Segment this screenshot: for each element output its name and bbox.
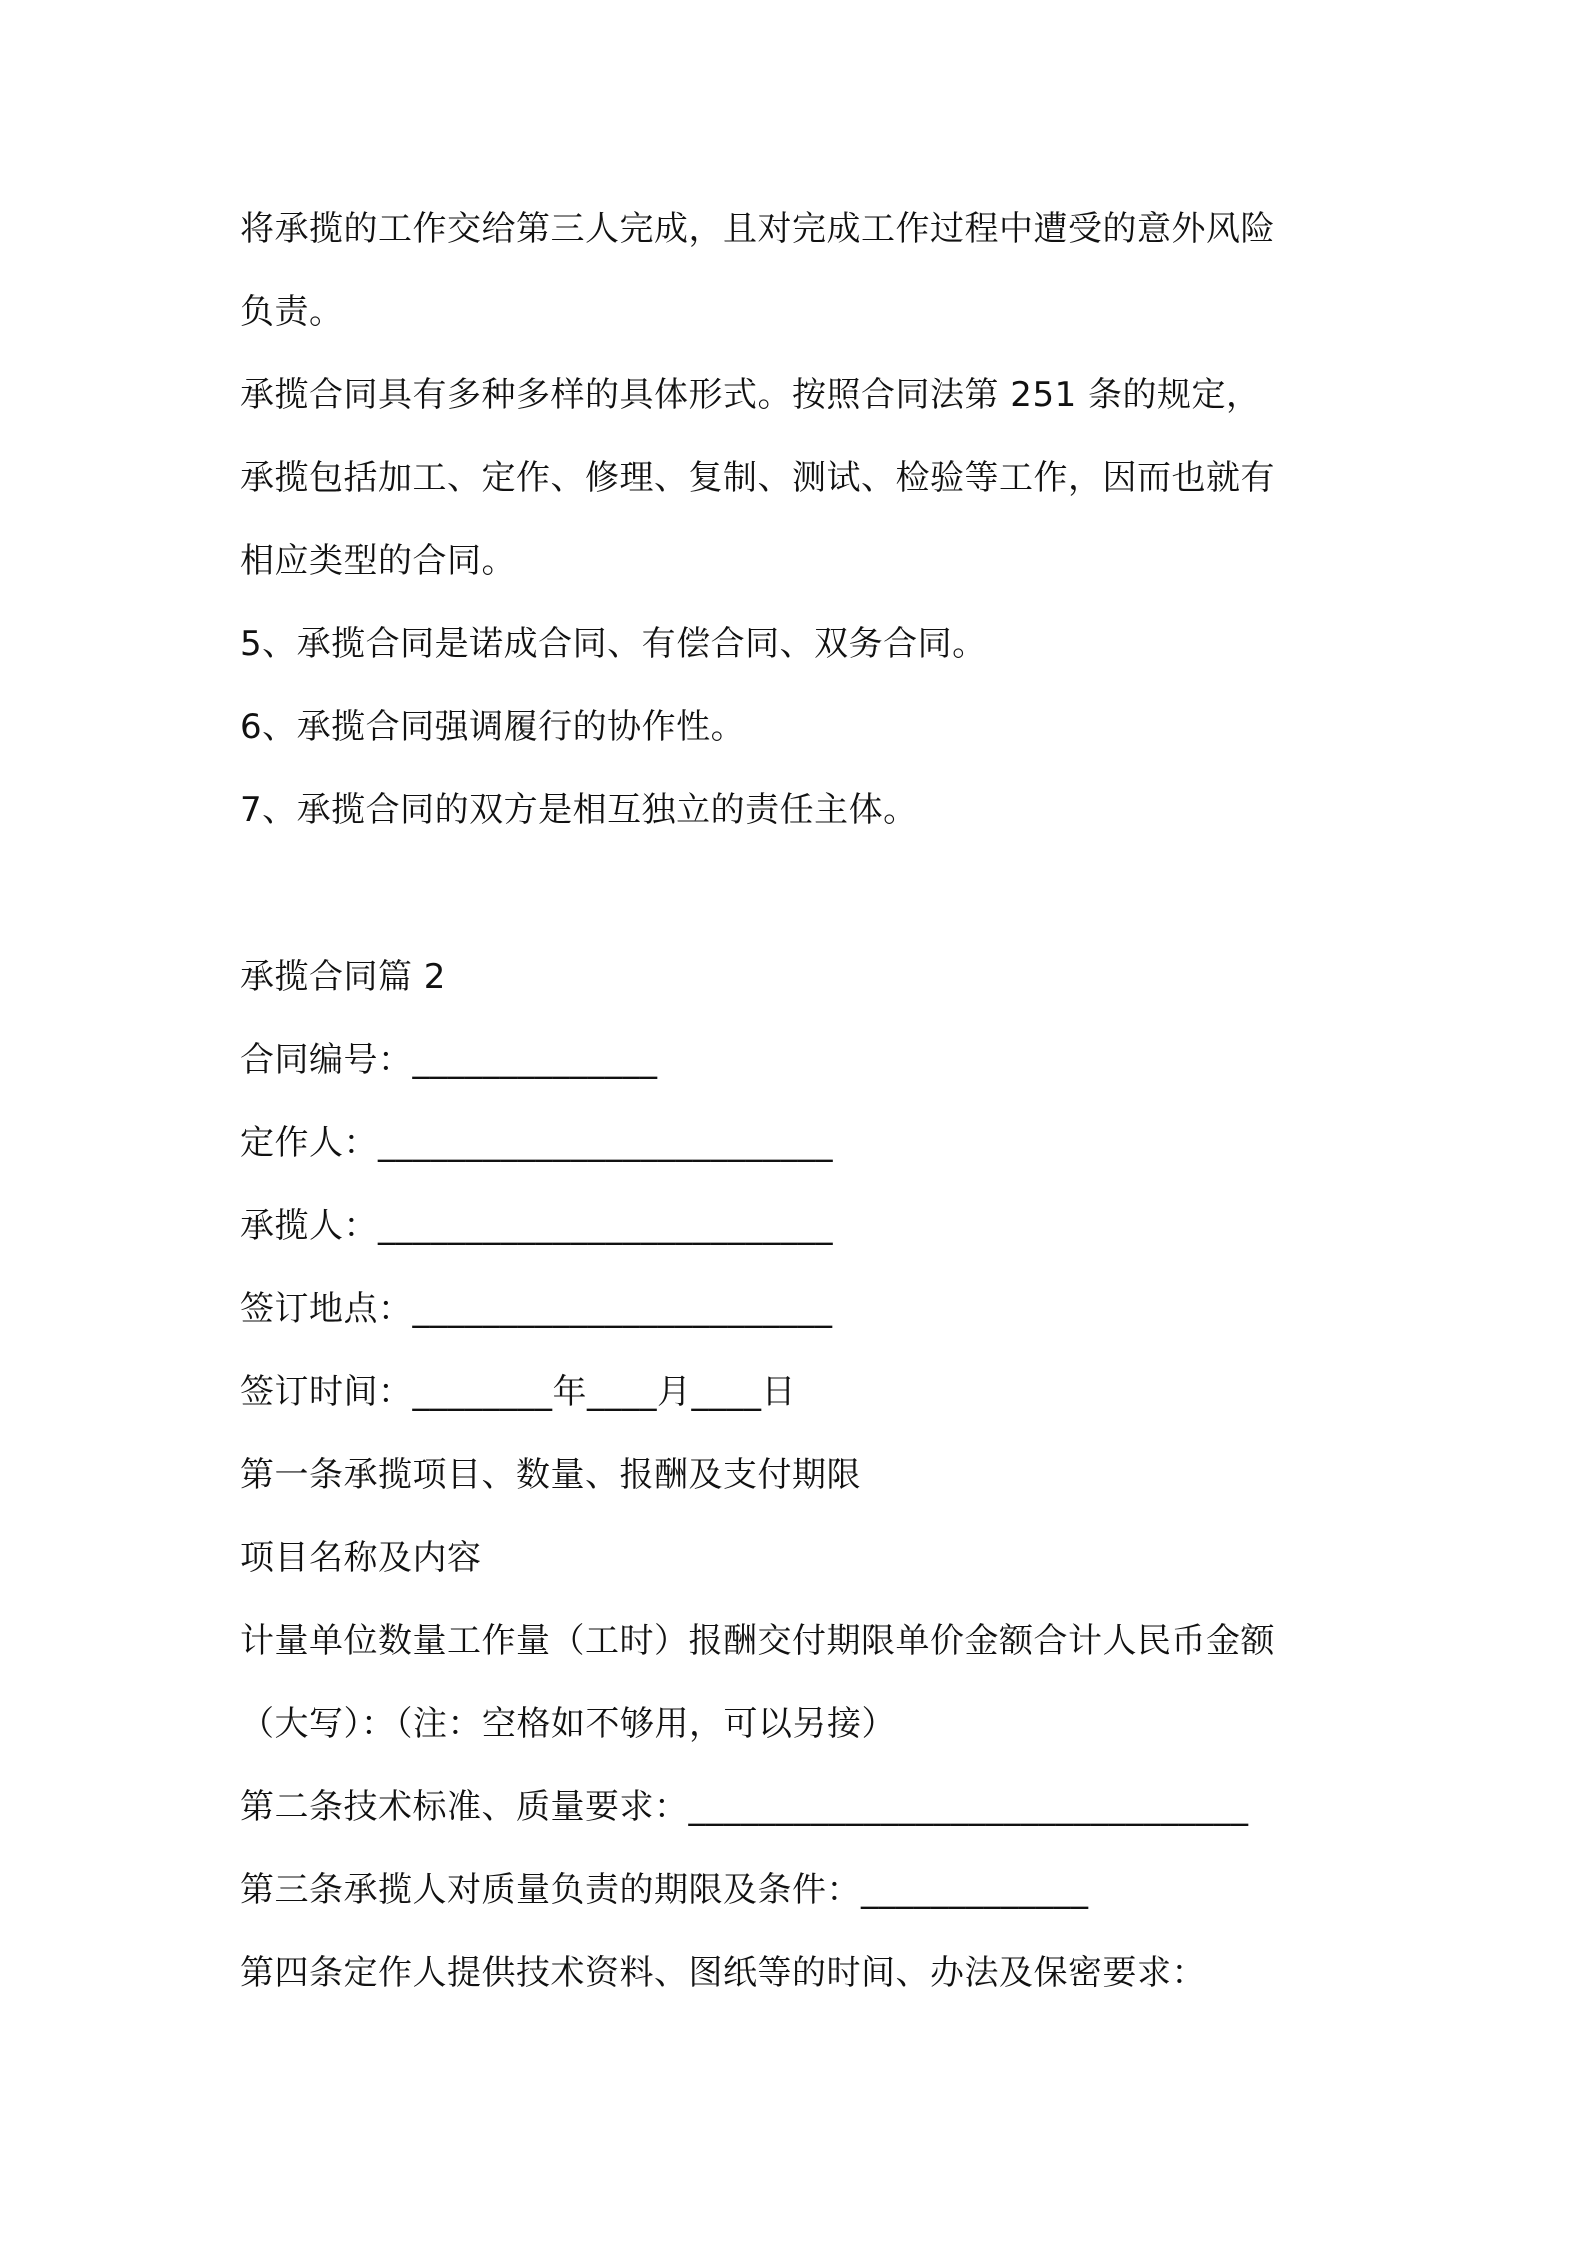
paragraph-line: （大写）：（注：空格如不够用，可以另接） [240, 1704, 896, 1744]
article-line: 第四条定作人提供技术资料、图纸等的时间、办法及保密要求： [240, 1953, 1206, 1993]
paragraph-line: 相应类型的合同。 [240, 541, 516, 581]
section-heading: 承揽合同篇 2 [240, 957, 446, 997]
paragraph-line: 承揽合同具有多种多样的具体形式。按照合同法第 251 条的规定， [240, 375, 1261, 415]
paragraph-line: 承揽包括加工、定作、修理、复制、测试、检验等工作，因而也就有 [240, 458, 1275, 498]
signing-date-field: 签订时间：________年____月____日 [240, 1372, 796, 1412]
orderer-field: 定作人：__________________________ [240, 1123, 833, 1163]
paragraph-line: 项目名称及内容 [240, 1538, 482, 1578]
list-item: 5、承揽合同是诺成合同、有偿合同、双务合同。 [240, 624, 987, 664]
signing-place-field: 签订地点：________________________ [240, 1289, 833, 1329]
list-item: 6、承揽合同强调履行的协作性。 [240, 707, 746, 747]
contractor-field: 承揽人：__________________________ [240, 1206, 833, 1246]
paragraph-line: 将承揽的工作交给第三人完成，且对完成工作过程中遭受的意外风险 [240, 209, 1275, 249]
paragraph-line: 负责。 [240, 292, 344, 332]
article-line: 第三条承揽人对质量负责的期限及条件：_____________ [240, 1870, 1089, 1910]
article-heading: 第一条承揽项目、数量、报酬及支付期限 [240, 1455, 861, 1495]
list-item: 7、承揽合同的双方是相互独立的责任主体。 [240, 790, 918, 830]
paragraph-line: 计量单位数量工作量（工时）报酬交付期限单价金额合计人民币金额 [240, 1621, 1275, 1661]
contract-number-field: 合同编号：______________ [240, 1040, 658, 1080]
article-line: 第二条技术标准、质量要求：________________________________ [240, 1787, 1249, 1827]
